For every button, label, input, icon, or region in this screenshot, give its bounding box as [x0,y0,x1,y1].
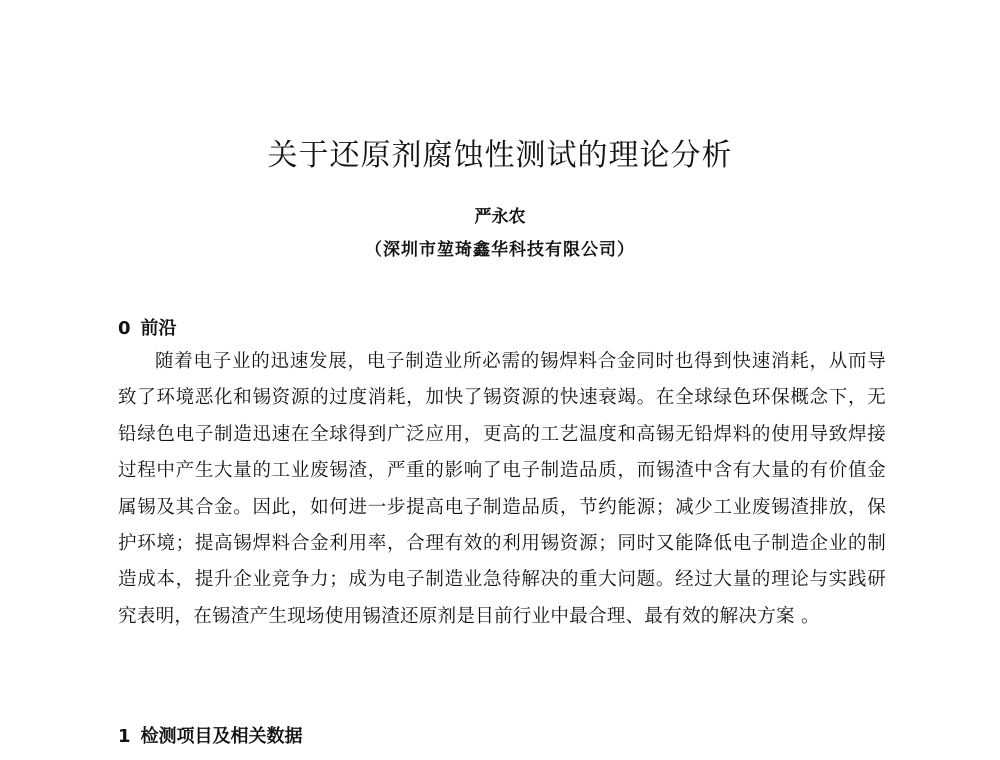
section-title: 检测项目及相关数据 [140,726,303,747]
paper-title: 关于还原剂腐蚀性测试的理论分析 [267,138,733,174]
section-number: 1 [118,726,131,747]
author-affiliation: （深圳市堃琦鑫华科技有限公司） [365,240,635,260]
section-number: 0 [118,318,131,339]
section-heading-introduction [118,314,177,340]
author-name: 严永农 [474,207,526,227]
section-title: 前沿 [140,318,177,339]
section-heading-test-items [118,722,303,748]
introduction-paragraph: 随着电子业的迅速发展，电子制造业所必需的锡焊料合金同时也得到快速消耗，从而导致了环境恶化和锡资源的过度消耗，加快了锡资源的快速衰竭。在全球绿色环保概念下，无铅绿色电子制造迅速在全球得到广泛应用，更高的工艺温度和高锡无铅焊料的使用导致焊接过程中产生大量的工业废锡渣，严重的影响了电子制造品质，而锡渣中含有大量的有价值金属锡及其合金。因此，如何进一步提高电子制造品质，节约能源；减少工业废锡渣排放，保护环境；提高锡焊料合金利用率，合理有效的利用锡资源；同时又能降低电子制造企业的制造成本，提升企业竞争力；成为电子制造业急待解决的重大问题。经过大量的理论与实践研究表明，在锡渣产生现场使用锡渣还原剂是目前行业中最合理、最有效的解决方案 。 [118,351,886,627]
